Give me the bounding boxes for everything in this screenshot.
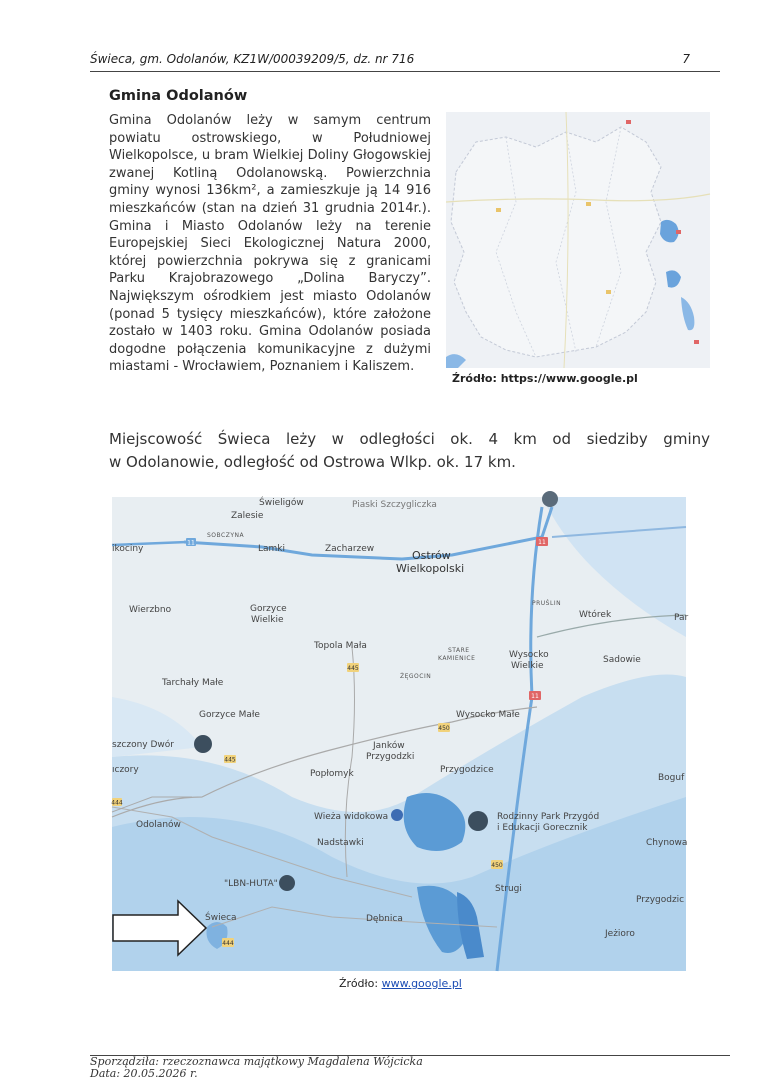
location-arrow-icon — [113, 901, 206, 955]
map-label-swieligow: Świeligów — [259, 498, 304, 508]
location-line-1: Miejscowość Świeca leży w odległości ok. 4 km od siedziby gminy — [109, 430, 710, 448]
map-label-wtorek: Wtórek — [579, 610, 612, 620]
map-label-bogufa: Boguf — [658, 773, 685, 783]
map-label-jankow-2: Przygodzki — [366, 752, 415, 762]
map-label-poplomyk: Popłomyk — [310, 769, 354, 779]
map-label-wieza: Wieża widokowa — [314, 812, 389, 822]
map-label-lamki: Lamki — [258, 544, 286, 554]
road-sign-label: 450 — [491, 862, 503, 869]
header-divider — [90, 71, 720, 72]
map-label-sadowie: Sadowie — [603, 655, 641, 665]
footer-date: Data: 20.05.2026 r. — [90, 1067, 198, 1080]
road-sign-label: 444 — [222, 940, 234, 947]
map-label-czory: ıczory — [112, 765, 139, 775]
map-label-stare-1: STARE — [448, 647, 470, 654]
map-label-odolanow: Odolanów — [136, 820, 181, 830]
page-footer — [90, 1055, 423, 1080]
map-label-wysocko-w-1: Wysocko — [509, 650, 549, 660]
road-sign-label: 445 — [224, 756, 236, 764]
map-label-strugi: Strugi — [495, 884, 522, 894]
region-map-graphic — [446, 112, 710, 368]
map-label-lbn: "LBN-HUTA" — [224, 879, 278, 889]
road-sign-label: 11 — [531, 693, 539, 700]
page-header — [90, 52, 690, 66]
location-description — [109, 428, 710, 474]
region-map-image — [446, 112, 710, 368]
section-title: Gmina Odolanów — [109, 88, 248, 104]
map-label-gorzyce-w-1: Gorzyce — [250, 604, 287, 614]
map-label-chynowa: Chynowa — [646, 838, 688, 848]
map-label-stare-2: KAMIENICE — [438, 655, 476, 662]
footer-author: Sporządziła: rzeczoznawca majątkowy Magdalena Wójcicka — [90, 1055, 423, 1068]
map-label-ostrow-1: Ostrów — [412, 549, 451, 562]
map-label-rodzinny-1: Rodzinny Park Przygód — [497, 812, 600, 822]
map-label-szczony: szczony Dwór — [112, 740, 174, 750]
location-map-caption — [339, 977, 462, 990]
map-label-ostrow-2: Wielkopolski — [396, 562, 465, 575]
map-label-sobczyna: SOBCZYNA — [207, 532, 245, 539]
location-map — [111, 497, 689, 971]
map-label-jankow-1: Janków — [373, 741, 405, 751]
map-label-przygodzic: Przygodzic — [636, 895, 685, 905]
page-number: 7 — [682, 52, 690, 66]
map-label-zegocin: ŻĘGOCIN — [400, 673, 432, 680]
location-line-2: w Odolanowie, odległość od Ostrowa Wlkp. ok. 17 km. — [109, 453, 516, 471]
header-title: Świeca, gm. Odolanów, KZ1W/00039209/5, dz. nr 716 — [90, 52, 415, 66]
map-label-wysocko-m: Wysocko Małe — [456, 710, 520, 720]
road-sign-label: 450 — [438, 725, 450, 732]
road-sign-label: 444 — [111, 799, 123, 807]
map-label-pruslin: PRUŚLIN — [532, 600, 562, 607]
map-label-wierzbno: Wierzbno — [129, 605, 172, 615]
map-label-gorzyce-w-2: Wielkie — [251, 615, 284, 625]
map-label-zalesie: Zalesie — [231, 511, 264, 521]
region-map-caption: Źródło: https://www.google.pl — [452, 372, 638, 385]
road-sign-label: 11 — [538, 539, 546, 546]
map-label-zacharzew: Zacharzew — [325, 544, 375, 554]
map-label-przygodzice: Przygodzice — [440, 765, 494, 775]
map-label-piaski: Piaski Szczygliczka — [352, 500, 437, 510]
road-sign-label: 11 — [187, 539, 195, 547]
road-sign-label: 445 — [347, 665, 359, 672]
map-label-gorzyce-m: Gorzyce Małe — [199, 710, 260, 720]
caption-link[interactable]: www.google.pl — [381, 977, 462, 990]
map-label-swieca: Świeca — [205, 913, 237, 923]
map-label-kociny: ikociny — [112, 544, 144, 554]
road-signs-layer — [111, 497, 689, 971]
map-label-jezioro: Jeżioro — [605, 929, 635, 939]
map-label-wysocko-w-2: Wielkie — [511, 661, 544, 671]
map-label-rodzinny-2: i Edukacji Gorecznik — [497, 823, 588, 833]
map-label-debnica: Dębnica — [366, 914, 403, 924]
map-label-nadstawki: Nadstawki — [317, 838, 364, 848]
caption-prefix: Źródło: — [339, 977, 382, 990]
map-label-topola: Topola Mała — [314, 641, 367, 651]
gmina-description: Gmina Odolanów leży w samym centrum powiatu ostrowskiego, w Południowej Wielkopolsce, u bram Wielkiej Doliny Głogowskiej zwanej Kotliną Odolanowską. Powierzchnia gminy wynosi 136km², a zamieszkuje ją 14 916 mieszkańców (stan na dzień 31 grudnia 2014r.). Gmina i Miasto Odolanów leży na terenie Europejskiej Sieci Ekologicznej Natura 2000, której powierzchnia pokrywa się z granicami Parku Krajobrazowego „Dolina Baryczy”. Największym ośrodkiem jest miasto Odolanów (ponad 5 tysięcy mieszkańców), które założone zostało w 1403 roku. Gmina Odolanów posiada dogodne połączenia komunikacyjne z dużymi miastami - Wrocławiem, Poznaniem i Kaliszem. — [109, 113, 431, 375]
map-label-tarchaly: Tarchały Małe — [162, 678, 224, 688]
map-label-par: Par — [674, 613, 689, 623]
